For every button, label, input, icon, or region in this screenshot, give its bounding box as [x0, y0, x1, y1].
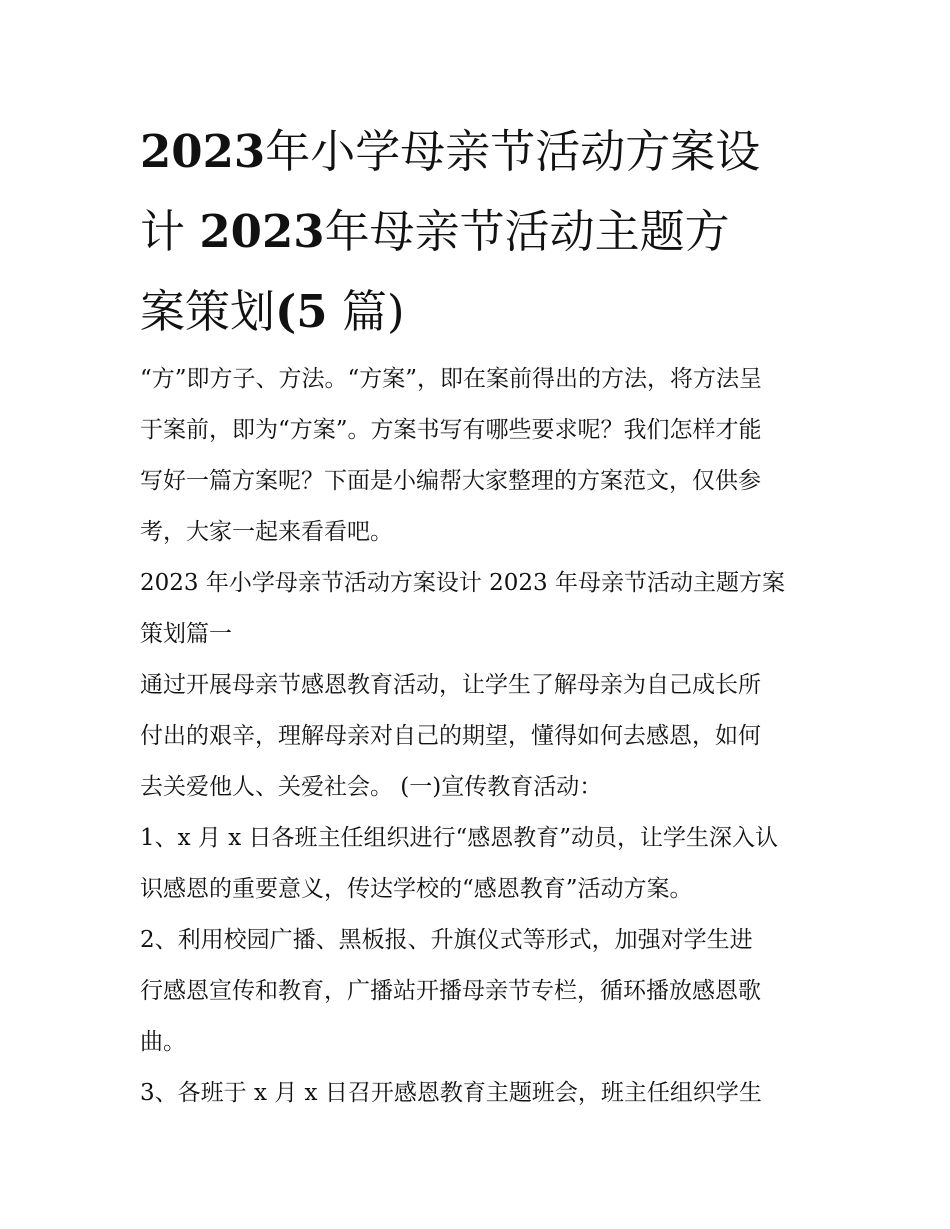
title-count: (5 [275, 285, 328, 338]
document-body [140, 354, 815, 1119]
title-text: 篇) [341, 285, 405, 338]
body-line: 去关爱他人、关爱社会。 (一)宣传教育活动： [140, 774, 603, 800]
body-line: 写好一篇方案呢？下面是小编帮大家整理的方案范文，仅供参 [140, 468, 761, 494]
title-year: 2023 [140, 125, 266, 178]
body-line: 通过开展母亲节感恩教育活动，让学生了解母亲为自己成长所 [140, 672, 761, 698]
document-title [140, 112, 815, 352]
title-text: 年母亲节活动主题方 [324, 205, 730, 258]
title-line-1 [140, 112, 815, 192]
list-item-line: 识感恩的重要意义，传达学校的“感恩教育”活动方案。 [140, 876, 693, 902]
title-line-2 [140, 192, 815, 272]
list-item-line: 2、利用校园广播、黑板报、升旗仪式等形式，加强对学生进 [140, 927, 753, 953]
document-page [140, 0, 815, 1229]
list-item-line: 3、各班于 x 月 x 日召开感恩教育主题班会，班主任组织学生 [140, 1080, 762, 1106]
body-line: “方”即方子、方法。“方案”，即在案前得出的方法，将方法呈 [140, 366, 763, 392]
title-text: 年小学母亲节活动方案设 [265, 125, 761, 178]
list-item-line: 1、x 月 x 日各班主任组织进行“感恩教育”动员，让学生深入认 [140, 825, 779, 851]
body-line: 付出的艰辛，理解母亲对自己的期望，懂得如何去感恩，如何 [140, 723, 761, 749]
section-heading-line: 策划篇一 [140, 621, 232, 647]
title-text: 计 [140, 205, 186, 258]
title-line-3 [140, 272, 815, 352]
body-line: 于案前，即为“方案”。方案书写有哪些要求呢？我们怎样才能 [140, 417, 762, 443]
title-text: 案策划 [140, 285, 276, 338]
list-item-line: 曲。 [140, 1029, 186, 1055]
list-item-line: 行感恩宣传和教育，广播站开播母亲节专栏，循环播放感恩歌 [140, 978, 761, 1004]
body-line: 考，大家一起来看看吧。 [140, 519, 393, 545]
title-year: 2023 [199, 205, 325, 258]
section-heading-line: 2023 年小学母亲节活动方案设计 2023 年母亲节活动主题方案 [140, 570, 785, 596]
